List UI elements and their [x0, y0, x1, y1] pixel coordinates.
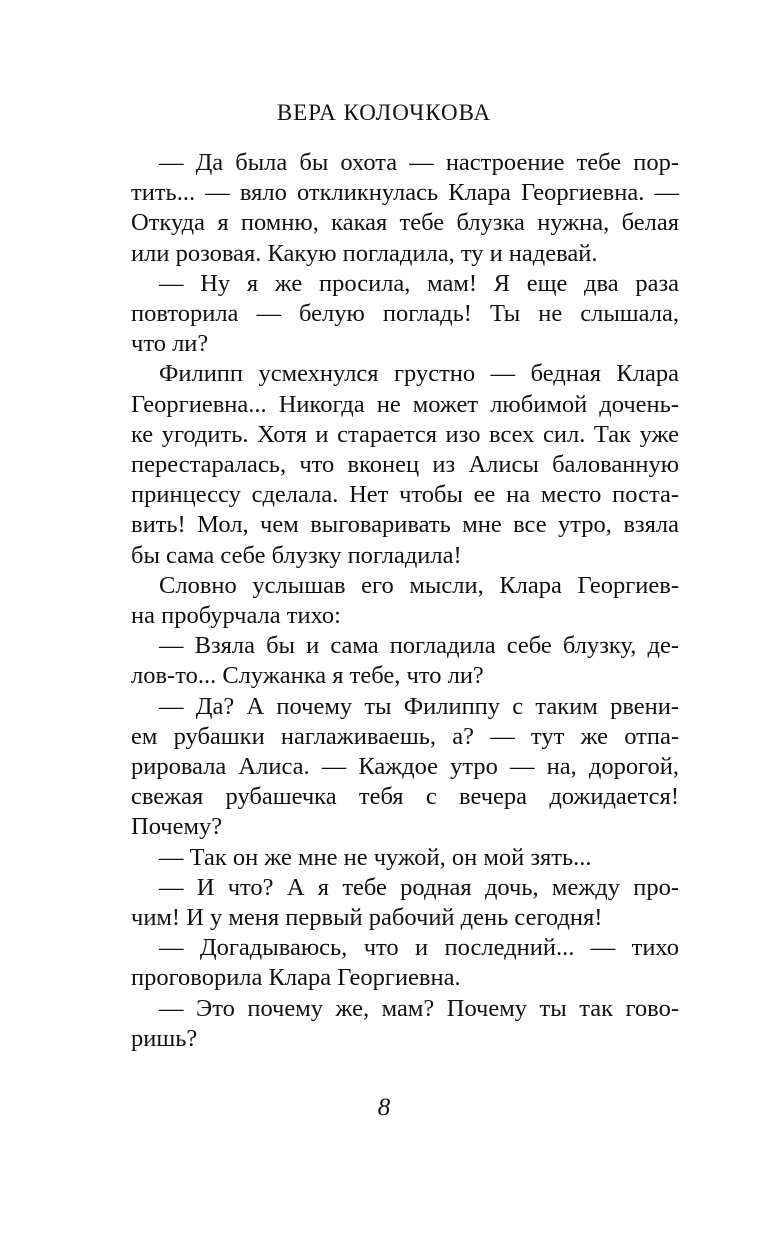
- text-line: проговорила Клара Георгиевна.: [131, 964, 461, 992]
- text-line: перестаралась, что вконец из Алисы балованную: [131, 451, 679, 479]
- text-line: Филипп усмехнулся грустно — бедная Клара: [159, 360, 679, 388]
- text-line: на пробурчала тихо:: [131, 602, 341, 630]
- text-line: ке угодить. Хотя и старается изо всех сил. Так уже: [131, 420, 679, 448]
- text-line: бы сама себе блузку погладила!: [131, 541, 462, 569]
- text-line: — Это почему же, мам? Почему ты так гово-: [159, 994, 679, 1022]
- text-line: — Да? А почему ты Филиппу с таким рвени-: [159, 692, 679, 720]
- paragraph: [131, 631, 679, 691]
- text-line: ем рубашки наглаживаешь, а? — тут же отпа-: [131, 722, 679, 750]
- paragraph: [131, 873, 679, 933]
- running-head: ВЕРА КОЛОЧКОВА: [276, 100, 492, 125]
- paragraph: [131, 933, 679, 993]
- paragraph: [131, 692, 679, 843]
- text-line: лов-то... Служанка я тебе, что ли?: [131, 662, 484, 690]
- body-text: [131, 148, 679, 1054]
- text-line: рировала Алиса. — Каждое утро — на, дорогой,: [131, 753, 679, 781]
- text-line: Словно услышав его мысли, Клара Георгиев-: [159, 571, 679, 599]
- text-line: чим! И у меня первый рабочий день сегодня!: [131, 904, 603, 932]
- paragraph: [131, 994, 679, 1054]
- text-line: повторила — белую погладь! Ты не слышала,: [131, 300, 679, 328]
- text-line: Откуда я помню, какая тебе блузка нужна, белая: [131, 209, 679, 237]
- paragraph: [131, 269, 679, 360]
- text-line: — Так он же мне не чужой, он мой зять...: [159, 843, 592, 871]
- paragraph: [131, 359, 679, 570]
- text-line: Георгиевна... Никогда не может любимой дочень-: [131, 390, 679, 418]
- text-line: или розовая. Какую погладила, ту и надевай.: [131, 239, 598, 267]
- page-number: 8: [377, 1094, 391, 1121]
- text-line: — Ну я же просила, мам! Я еще два раза: [159, 269, 679, 297]
- text-line: свежая рубашечка тебя с вечера дожидается!: [131, 783, 679, 811]
- text-line: — Взяла бы и сама погладила себе блузку, де-: [159, 632, 679, 660]
- text-line: вить! Мол, чем выговаривать мне все утро, взяла: [131, 511, 679, 539]
- text-line: принцессу сделала. Нет чтобы ее на место поста-: [131, 481, 679, 509]
- text-line: Почему?: [131, 813, 223, 841]
- text-line: — Догадываюсь, что и последний... — тихо: [159, 934, 679, 962]
- text-line: что ли?: [131, 330, 209, 358]
- text-line: — Да была бы охота — настроение тебе пор-: [159, 149, 679, 176]
- paragraph: [131, 148, 679, 269]
- paragraph: [131, 571, 679, 631]
- text-line: ришь?: [131, 1024, 198, 1052]
- text-line: тить... — вяло откликнулась Клара Георгиевна. —: [131, 179, 679, 207]
- text-line: — И что? А я тебе родная дочь, между про-: [159, 873, 679, 901]
- paragraph: [131, 843, 679, 873]
